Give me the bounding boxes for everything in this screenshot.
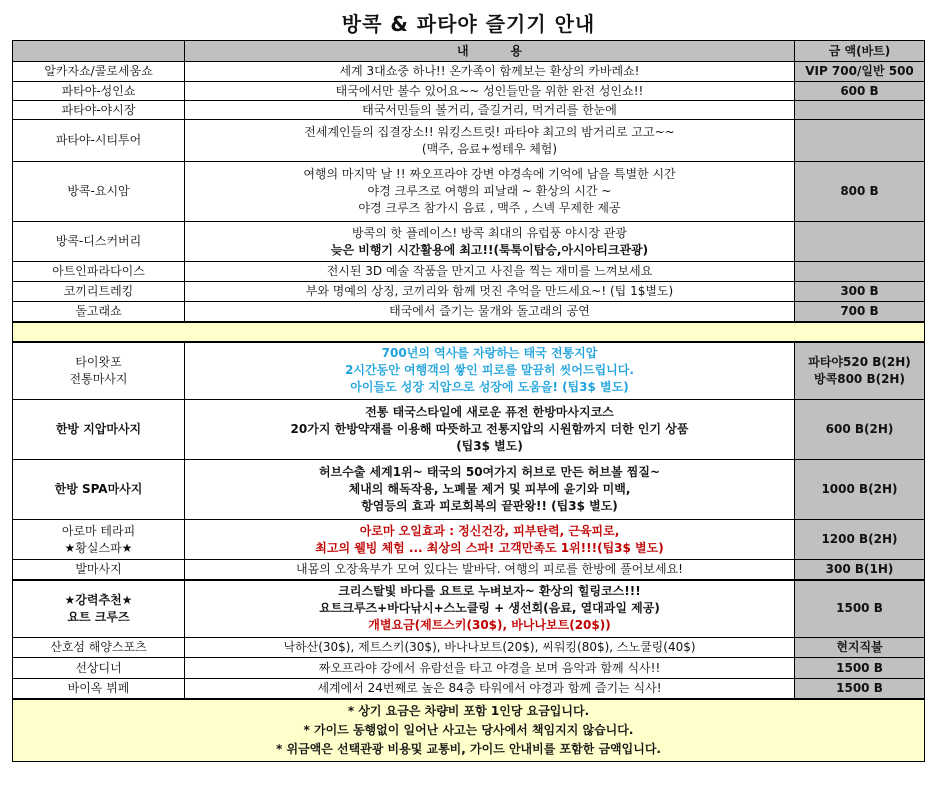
table-row [13, 638, 925, 658]
row-price: 1500 B [795, 580, 925, 638]
section-separator [13, 322, 925, 342]
table-row [13, 658, 925, 679]
row-name: 방콕-디스커버리 [13, 222, 185, 262]
row-name: 선상디너 [13, 658, 185, 679]
row-name: 아트인파라다이스 [13, 262, 185, 282]
table-row [13, 560, 925, 580]
row-price: 700 B [795, 302, 925, 322]
row-price [795, 262, 925, 282]
row-desc: 아로마 오일효과 : 정신건강, 피부탄력, 근육피로, 최고의 웰빙 체험 ... 최상의 스파! 고객만족도 1위!!!(팁3$ 별도) [185, 520, 795, 560]
table-row [13, 62, 925, 82]
page-title: 방콕 & 파타야 즐기기 안내 [341, 12, 596, 36]
row-name: 아로마 테라피 ★황실스파★ [13, 520, 185, 560]
note-line: * 위금액은 선택관광 비용및 교통비, 가이드 안내비를 포함한 금액입니다. [276, 741, 661, 756]
table-row [13, 282, 925, 302]
header-content: 내 용 [185, 41, 795, 62]
row-desc: 태국에서 즐기는 물개와 돌고래의 공연 [185, 302, 795, 322]
table-row [13, 101, 925, 120]
row-price: 300 B(1H) [795, 560, 925, 580]
row-price [795, 222, 925, 262]
row-name: 알카자쇼/콜로세움쇼 [13, 62, 185, 82]
row-price: 300 B [795, 282, 925, 302]
header-blank [13, 41, 185, 62]
row-name: 돌고래쇼 [13, 302, 185, 322]
row-price: 1000 B(2H) [795, 460, 925, 520]
row-desc: 허브수출 세계1위~ 태국의 50여가지 허브로 만든 허브볼 찜질~ 체내의 해독작용, 노폐물 제거 및 피부에 윤기와 미백, 항염등의 효과 피로회복의 끝판왕!! (팁3$ 별도) [185, 460, 795, 520]
row-name: 발마사지 [13, 560, 185, 580]
table-row [13, 82, 925, 101]
separator-cell [13, 322, 925, 342]
row-desc: 내몸의 오장육부가 모여 있다는 발바닥. 여행의 피로를 한방에 풀어보세요! [185, 560, 795, 580]
row-desc: 낙하산(30$), 제트스키(30$), 바나나보트(20$), 씨워킹(80$), 스노쿨링(40$) [185, 638, 795, 658]
table-row [13, 400, 925, 460]
row-price: 현지직불 [795, 638, 925, 658]
tour-table [12, 40, 925, 762]
table-row [13, 460, 925, 520]
row-desc: 여행의 마지막 날 !! 짜오프라야 강변 야경속에 기억에 남을 특별한 시간 야경 크루즈로 여행의 피날래 ~ 환상의 시간 ~ 야경 크루즈 참가시 음료 , 맥주 , 스넥 무제한 제공 [185, 162, 795, 222]
note-line: * 가이드 동행없이 일어난 사고는 당사에서 책임지지 않습니다. [303, 722, 634, 737]
table-row [13, 120, 925, 162]
header-price: 금 액(바트) [795, 41, 925, 62]
table-row [13, 580, 925, 638]
row-desc: 세계에서 24번째로 높은 84층 타워에서 야경과 함께 즐기는 식사! [185, 679, 795, 699]
note-line: * 상기 요금은 차량비 포함 1인당 요금입니다. [347, 703, 590, 718]
row-desc: 크리스탈빛 바다를 요트로 누벼보자~ 환상의 힐링코스!!! 요트크루즈+바다낚시+스노클링 + 생선회(음료, 열대과일 제공) 개별요금(제트스키(30$), 바나나보트(20$)) [185, 580, 795, 638]
row-price: 1200 B(2H) [795, 520, 925, 560]
row-desc: 세계 3대쇼중 하나!! 온가족이 함께보는 환상의 카바레쇼! [185, 62, 795, 82]
row-name: 파타야-시티투어 [13, 120, 185, 162]
row-name: 산호섬 해양스포츠 [13, 638, 185, 658]
row-price: 1500 B [795, 679, 925, 699]
table-row [13, 222, 925, 262]
row-desc: 짜오프라야 강에서 유람선을 타고 야경을 보며 음악과 함께 식사!! [185, 658, 795, 679]
row-name: 방콕-요시암 [13, 162, 185, 222]
row-desc: 전시된 3D 예술 작품을 만지고 사진을 찍는 재미를 느껴보세요 [185, 262, 795, 282]
row-price: VIP 700/일반 500 [795, 62, 925, 82]
row-desc: 태국에서만 볼수 있어요~~ 성인들만을 위한 완전 성인쇼!! [185, 82, 795, 101]
row-name: 바이옥 뷔페 [13, 679, 185, 699]
row-price: 파타야520 B(2H) 방콕800 B(2H) [795, 342, 925, 400]
row-desc: 전통 태국스타일에 새로운 퓨전 한방마사지코스 20가지 한방약재를 이용해 따뜻하고 전통지압의 시원함까지 더한 인기 상품 (팁3$ 별도) [185, 400, 795, 460]
row-name: 파타야-야시장 [13, 101, 185, 120]
row-desc: 태국서민들의 볼거리, 즐길거리, 먹거리를 한눈에 [185, 101, 795, 120]
row-name: 한방 지압마사지 [13, 400, 185, 460]
table-row [13, 520, 925, 560]
table-row [13, 679, 925, 699]
table-row [13, 262, 925, 282]
row-name: 코끼리트레킹 [13, 282, 185, 302]
row-price [795, 101, 925, 120]
notes-row [13, 699, 925, 762]
table-row [13, 162, 925, 222]
row-name: 타이왓포 전통마사지 [13, 342, 185, 400]
row-price: 600 B [795, 82, 925, 101]
row-price: 600 B(2H) [795, 400, 925, 460]
row-price [795, 120, 925, 162]
row-desc: 전세계인들의 집결장소!! 워킹스트릿! 파타야 최고의 밤거리로 고고~~ (맥주, 음료+썽테우 체험) [185, 120, 795, 162]
table-row [13, 342, 925, 400]
row-desc: 700년의 역사를 자랑하는 태국 전통지압 2시간동안 여행객의 쌓인 피로를 말끔히 씻어드립니다. 아이들도 성장 지압으로 성장에 도움을! (팁3$ 별도) [185, 342, 795, 400]
row-price: 800 B [795, 162, 925, 222]
row-name: 파타야-성인쇼 [13, 82, 185, 101]
row-desc: 부와 명예의 상징, 코끼리와 함께 멋진 추억을 만드세요~! (팁 1$별도) [185, 282, 795, 302]
row-desc: 방콕의 핫 플레이스! 방콕 최대의 유럽풍 야시장 관광 늦은 비행기 시간활용에 최고!!(툭툭이탑승,아시아티크관광) [185, 222, 795, 262]
table-row [13, 302, 925, 322]
row-price: 1500 B [795, 658, 925, 679]
table-header [13, 41, 925, 62]
notes-cell [13, 699, 925, 762]
row-name: ★강력추천★ 요트 크루즈 [13, 580, 185, 638]
row-name: 한방 SPA마사지 [13, 460, 185, 520]
